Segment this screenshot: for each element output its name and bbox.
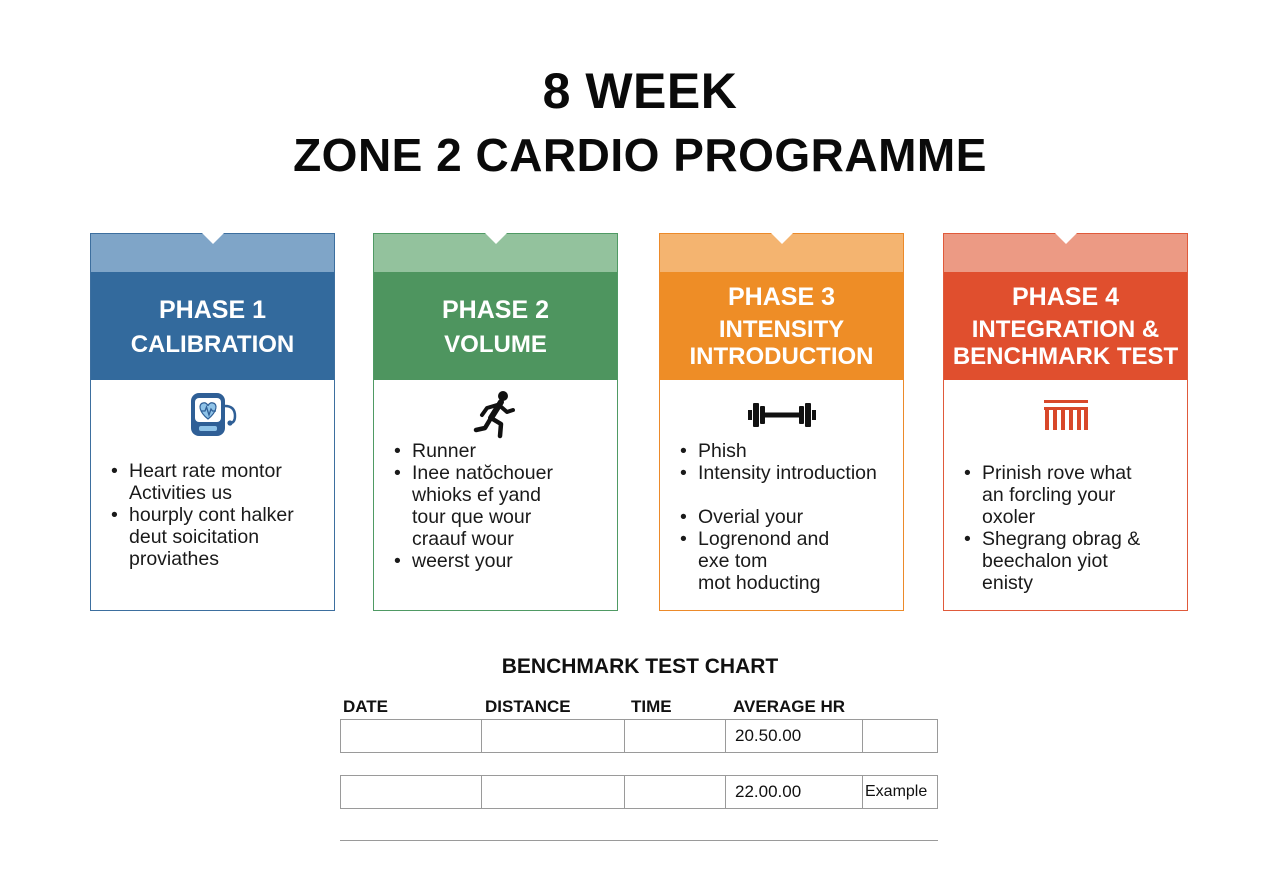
- note-cell[interactable]: Example: [863, 775, 938, 809]
- list-item: • Overial your: [698, 506, 877, 528]
- card-tab: [660, 234, 903, 272]
- phase-name: INTEGRATION & BENCHMARK TEST: [952, 316, 1179, 370]
- heart-rate-monitor-icon: [91, 390, 334, 440]
- list-item: • Prinish rove what an forcling your oxoler: [982, 462, 1140, 528]
- runner-icon: [374, 390, 617, 440]
- column-header-distance: DISTANCE: [485, 697, 571, 716]
- phase-name: VOLUME: [444, 330, 547, 358]
- column-header-average-hr: AVERAGE HR: [733, 697, 846, 716]
- list-item: • Logrenond and exe tom mot hoducting: [698, 528, 877, 594]
- date-cell[interactable]: [340, 719, 482, 753]
- phase-number: PHASE 2: [442, 295, 549, 324]
- card-tab: [91, 234, 334, 272]
- phase-number: PHASE 3: [728, 283, 835, 311]
- phase-number: PHASE 4: [1012, 283, 1119, 311]
- track-barrier-icon: [944, 390, 1187, 440]
- page-title-line-1: 8 WEEK: [542, 63, 738, 119]
- card-header: [91, 272, 334, 380]
- card-header: [374, 272, 617, 380]
- card-header: [944, 272, 1187, 380]
- note-cell[interactable]: [863, 719, 938, 753]
- phase-card-4: [943, 233, 1188, 611]
- phase-name: INTENSITY INTRODUCTION: [689, 316, 874, 370]
- phase-card-3: [659, 233, 904, 611]
- divider-line: [340, 840, 938, 841]
- phase-card-2: [373, 233, 618, 611]
- list-item: • Runner: [412, 440, 553, 462]
- distance-cell[interactable]: [482, 719, 625, 753]
- card-header: [660, 272, 903, 380]
- average-hr-cell[interactable]: 22.00.00: [726, 775, 863, 809]
- phase-name: CALIBRATION: [130, 330, 295, 358]
- table-row: [340, 775, 938, 809]
- list-item: • weerst your: [412, 550, 553, 572]
- card-tab: [374, 234, 617, 272]
- average-hr-cell[interactable]: 20.50.00: [726, 719, 863, 753]
- list-item: • Shegrang obrag & beechalon yiot enisty: [982, 528, 1140, 594]
- list-item: • Heart rate montor Activities us: [129, 460, 294, 504]
- benchmark-title: BENCHMARK TEST CHART: [501, 655, 779, 678]
- phase-card-1: [90, 233, 335, 611]
- list-item: • hourply cont halker deut soicitation proviathes: [129, 504, 294, 570]
- distance-cell[interactable]: [482, 775, 625, 809]
- column-header-date: DATE: [343, 697, 389, 716]
- phase-number: PHASE 1: [159, 295, 266, 324]
- column-header-time: TIME: [631, 697, 672, 716]
- time-cell[interactable]: [625, 719, 726, 753]
- time-cell[interactable]: [625, 775, 726, 809]
- list-item: • Intensity introduction: [698, 462, 877, 484]
- card-tab: [944, 234, 1187, 272]
- date-cell[interactable]: [340, 775, 482, 809]
- page-title-line-2: ZONE 2 CARDIO PROGRAMME: [293, 129, 987, 181]
- list-item: • Inee natŏchouer whioks ef yand tour que wour craauf wour: [412, 462, 553, 550]
- table-row: [340, 719, 938, 753]
- list-item: • Phish: [698, 440, 877, 462]
- dumbbell-icon: [660, 390, 903, 440]
